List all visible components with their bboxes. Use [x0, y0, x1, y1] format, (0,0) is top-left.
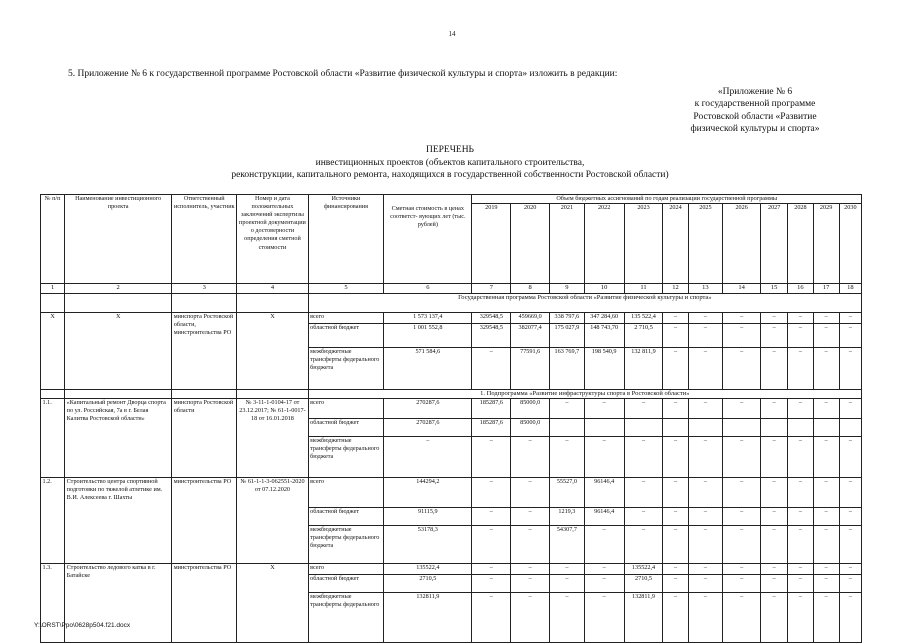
year-value: –: [688, 312, 723, 323]
year-value: –: [584, 398, 624, 418]
header-year: 2020: [511, 204, 550, 284]
year-value: –: [663, 574, 688, 592]
year-value: –: [688, 525, 723, 563]
year-value: [813, 418, 839, 436]
table-row: [41, 563, 862, 574]
year-value: 135 522,4: [624, 312, 663, 323]
year-value: –: [663, 398, 688, 418]
year-value: 329548,5: [472, 312, 511, 323]
year-value: [688, 418, 723, 436]
year-value: –: [584, 525, 624, 563]
header-year: 2024: [663, 204, 688, 284]
column-number: 12: [663, 284, 688, 294]
year-value: –: [584, 563, 624, 574]
year-value: –: [723, 477, 761, 507]
appendix-line: к государственной программе: [694, 99, 816, 110]
year-value: –: [723, 347, 761, 389]
year-value: –: [511, 563, 550, 574]
year-value: 54307,7: [550, 525, 585, 563]
header-responsible: Ответственный исполнитель, участник: [172, 195, 237, 284]
year-value: [624, 418, 663, 436]
year-value: 338 797,6: [550, 312, 585, 323]
header-row: [41, 195, 862, 204]
year-value: –: [550, 592, 585, 642]
year-value: –: [723, 436, 761, 477]
year-value: –: [688, 574, 723, 592]
estimated-cost: 2710,5: [384, 574, 472, 592]
year-value: –: [839, 574, 861, 592]
year-value: –: [511, 574, 550, 592]
year-value: –: [761, 525, 788, 563]
project-name: «Капитальный ремонт Дворца спорта по ул. Российская, 7а в г. Белая Калитва Ростовской области»: [65, 398, 172, 477]
year-value: –: [723, 525, 761, 563]
year-value: [663, 418, 688, 436]
header-num: № п/п: [41, 195, 65, 284]
funding-source: всего: [308, 563, 384, 574]
funding-source: областной бюджет: [308, 418, 384, 436]
year-value: –: [813, 592, 839, 642]
page-number: 14: [448, 30, 456, 38]
funding-source: всего: [308, 398, 384, 418]
year-value: –: [511, 436, 550, 477]
estimated-cost: 53178,3: [384, 525, 472, 563]
year-value: –: [624, 477, 663, 507]
estimated-cost: 135522,4: [384, 563, 472, 574]
expertise: № 3-11-1-0104-17 от 23.12.2017; № 61-1-0017-18 от 16.01.2018: [237, 398, 308, 477]
program-title: Государственная программа Ростовской области «Развитие физической культуры и спорта»: [308, 293, 861, 312]
year-value: –: [839, 347, 861, 389]
year-value: –: [723, 563, 761, 574]
column-number: 11: [624, 284, 663, 294]
table-row: [41, 312, 862, 323]
header-year: 2021: [550, 204, 585, 284]
year-value: –: [813, 477, 839, 507]
year-value: 459669,0: [511, 312, 550, 323]
year-value: –: [472, 507, 511, 525]
year-value: –: [839, 525, 861, 563]
column-number: 8: [511, 284, 550, 294]
title-line: ПЕРЕЧЕНЬ: [425, 145, 475, 155]
year-value: –: [761, 574, 788, 592]
year-value: –: [839, 312, 861, 323]
subprogram-title: 1. Подпрограмма «Развитие инфраструктуры спорта в Ростовской области»: [308, 389, 861, 398]
year-value: –: [511, 525, 550, 563]
responsible: минстроительства РО: [172, 563, 237, 642]
year-value: –: [472, 436, 511, 477]
header-year: 2030: [839, 204, 861, 284]
column-number: 4: [237, 284, 308, 294]
funding-source: всего: [308, 312, 384, 323]
header-year: 2019: [472, 204, 511, 284]
year-value: –: [788, 525, 813, 563]
estimated-cost: 270287,6: [384, 398, 472, 418]
year-value: –: [472, 592, 511, 642]
year-value: –: [788, 323, 813, 347]
intro-paragraph: 5. Приложение № 6 к государственной программе Ростовской области «Развитие физической культуры и спорта» изложить в редакции:: [68, 69, 618, 79]
year-value: –: [663, 507, 688, 525]
year-value: –: [813, 398, 839, 418]
year-value: –: [839, 323, 861, 347]
year-value: [550, 418, 585, 436]
expertise: X: [237, 563, 308, 642]
header-year: 2025: [688, 204, 723, 284]
year-value: –: [813, 507, 839, 525]
year-value: –: [788, 477, 813, 507]
column-number: 13: [688, 284, 723, 294]
column-number: 7: [472, 284, 511, 294]
year-value: –: [788, 592, 813, 642]
row-number: X: [41, 312, 65, 389]
column-number: 1: [41, 284, 65, 294]
year-value: –: [624, 525, 663, 563]
year-value: –: [761, 436, 788, 477]
year-value: –: [813, 525, 839, 563]
column-number: 17: [813, 284, 839, 294]
year-value: –: [624, 507, 663, 525]
year-value: [723, 418, 761, 436]
year-value: –: [813, 347, 839, 389]
year-value: –: [788, 398, 813, 418]
column-numbers-row: [41, 284, 862, 294]
year-value: –: [723, 323, 761, 347]
year-value: –: [663, 323, 688, 347]
year-value: –: [663, 525, 688, 563]
row-number: 1.1.: [41, 398, 65, 477]
column-number: 10: [584, 284, 624, 294]
year-value: 132811,9: [624, 592, 663, 642]
year-value: –: [550, 574, 585, 592]
year-value: –: [761, 592, 788, 642]
year-value: 85000,0: [511, 398, 550, 418]
year-value: –: [723, 507, 761, 525]
investment-projects-table: [40, 194, 862, 643]
table-row: [41, 398, 862, 418]
year-value: –: [839, 563, 861, 574]
year-value: –: [688, 323, 723, 347]
header-project-name: Наименование инвестиционного проекта: [65, 195, 172, 284]
year-value: –: [663, 312, 688, 323]
row-number: 1.2.: [41, 477, 65, 563]
year-value: –: [723, 398, 761, 418]
year-value: –: [723, 592, 761, 642]
column-number: 6: [384, 284, 472, 294]
expertise: X: [237, 312, 308, 389]
appendix-line: Ростовской области «Развитие: [693, 111, 817, 122]
subprogram-row: [41, 389, 862, 398]
year-value: –: [472, 477, 511, 507]
year-value: –: [788, 574, 813, 592]
estimated-cost: 1 573 137,4: [384, 312, 472, 323]
year-value: –: [813, 436, 839, 477]
header-budget-volume: Объем бюджетных ассигнований по годам реализации государственной программы: [472, 195, 862, 204]
estimated-cost: 91115,9: [384, 507, 472, 525]
year-value: –: [839, 507, 861, 525]
year-value: –: [663, 563, 688, 574]
year-value: –: [839, 436, 861, 477]
year-value: –: [663, 436, 688, 477]
column-number: 9: [550, 284, 585, 294]
year-value: 185287,6: [472, 398, 511, 418]
year-value: 185287,6: [472, 418, 511, 436]
year-value: 163 769,7: [550, 347, 585, 389]
year-value: [761, 418, 788, 436]
header-funding-source: Источники финансирования: [308, 195, 384, 284]
estimated-cost: 270287,6: [384, 418, 472, 436]
funding-source: областной бюджет: [308, 507, 384, 525]
year-value: –: [663, 477, 688, 507]
year-value: –: [788, 507, 813, 525]
year-value: –: [688, 563, 723, 574]
year-value: –: [788, 347, 813, 389]
year-value: –: [813, 574, 839, 592]
year-value: 85000,0: [511, 418, 550, 436]
project-name: X: [65, 312, 172, 389]
year-value: –: [788, 312, 813, 323]
column-number: 18: [839, 284, 861, 294]
year-value: 96146,4: [584, 507, 624, 525]
table-row: [41, 477, 862, 507]
year-value: –: [511, 507, 550, 525]
year-value: –: [584, 436, 624, 477]
year-value: [788, 418, 813, 436]
header-year: 2026: [723, 204, 761, 284]
year-value: 2710,5: [624, 574, 663, 592]
title-line: реконструкции, капитального ремонта, находящихся в государственной собственности Ростовской области): [231, 170, 669, 180]
year-value: 2 710,5: [624, 323, 663, 347]
year-value: –: [688, 477, 723, 507]
header-estimated-cost: Сметная стоимость в ценах соответст- вующих лет (тыс. рублей): [384, 195, 472, 284]
year-value: –: [624, 436, 663, 477]
title-line: инвестиционных проектов (объектов капитального строительства,: [315, 157, 585, 168]
header-year: 2028: [788, 204, 813, 284]
year-value: 77591,6: [511, 347, 550, 389]
estimated-cost: 132811,9: [384, 592, 472, 642]
estimated-cost: 571 584,6: [384, 347, 472, 389]
header-year: 2023: [624, 204, 663, 284]
project-name: Строительство центра спортивной подготовки по тяжелой атлетике им. В.И. Алексеева г. Шахты: [65, 477, 172, 563]
column-number: 14: [723, 284, 761, 294]
project-name: Строительство ледового катка в г. Батайске: [65, 563, 172, 642]
year-value: 135522,4: [624, 563, 663, 574]
year-value: –: [663, 347, 688, 389]
year-value: –: [550, 436, 585, 477]
year-value: 329548,5: [472, 323, 511, 347]
year-value: –: [511, 477, 550, 507]
year-value: –: [584, 574, 624, 592]
appendix-line: физической культуры и спорта»: [690, 124, 820, 135]
expertise: № 61-1-1-3-062551-2020 от 07.12.2020: [237, 477, 308, 563]
row-number: 1.3.: [41, 563, 65, 642]
year-value: 175 027,9: [550, 323, 585, 347]
year-value: –: [813, 312, 839, 323]
year-value: –: [550, 563, 585, 574]
year-value: [584, 418, 624, 436]
header-year: 2022: [584, 204, 624, 284]
year-value: –: [663, 592, 688, 642]
column-number: 3: [172, 284, 237, 294]
estimated-cost: –: [384, 436, 472, 477]
year-value: [839, 418, 861, 436]
year-value: –: [761, 477, 788, 507]
year-value: –: [723, 312, 761, 323]
year-value: 132 811,9: [624, 347, 663, 389]
year-value: –: [472, 347, 511, 389]
year-value: –: [550, 398, 585, 418]
year-value: –: [584, 592, 624, 642]
year-value: –: [723, 574, 761, 592]
year-value: 96146,4: [584, 477, 624, 507]
funding-source: областной бюджет: [308, 323, 384, 347]
year-value: –: [472, 563, 511, 574]
column-number: 15: [761, 284, 788, 294]
appendix-line: «Приложение № 6: [717, 87, 793, 97]
year-value: –: [761, 398, 788, 418]
year-value: 55527,0: [550, 477, 585, 507]
year-value: –: [511, 592, 550, 642]
file-path-footer: Y:\ORST\Ppo\0628p504.f21.docx: [34, 622, 131, 629]
year-value: –: [788, 563, 813, 574]
header-year: 2029: [813, 204, 839, 284]
appendix-heading: [660, 86, 850, 136]
year-value: 1219,3: [550, 507, 585, 525]
responsible: минстроительства РО: [172, 477, 237, 563]
program-row: [41, 293, 862, 312]
year-value: –: [839, 477, 861, 507]
year-value: –: [761, 507, 788, 525]
estimated-cost: 1 001 552,8: [384, 323, 472, 347]
year-value: –: [688, 398, 723, 418]
estimated-cost: 144294,2: [384, 477, 472, 507]
year-value: –: [761, 347, 788, 389]
funding-source: межбюджетные трансферты федерального бюджета: [308, 436, 384, 477]
funding-source: межбюджетные трансферты федерального: [308, 592, 384, 642]
year-value: –: [472, 525, 511, 563]
document-title: [150, 144, 750, 182]
year-value: –: [472, 574, 511, 592]
year-value: –: [761, 312, 788, 323]
column-number: 2: [65, 284, 172, 294]
column-number: 5: [308, 284, 384, 294]
year-value: –: [761, 323, 788, 347]
year-value: –: [813, 323, 839, 347]
year-value: 198 540,9: [584, 347, 624, 389]
year-value: –: [688, 507, 723, 525]
responsible: минспорта Ростовской области, минстроительства РО: [172, 312, 237, 389]
year-value: –: [839, 592, 861, 642]
year-value: 382077,4: [511, 323, 550, 347]
year-value: 148 743,70: [584, 323, 624, 347]
year-value: 347 284,60: [584, 312, 624, 323]
responsible: минспорта Ростовской области: [172, 398, 237, 477]
year-value: –: [788, 436, 813, 477]
column-number: 16: [788, 284, 813, 294]
year-value: –: [761, 563, 788, 574]
year-value: –: [624, 398, 663, 418]
funding-source: межбюджетные трансферты федерального бюджета: [308, 525, 384, 563]
header-year: 2027: [761, 204, 788, 284]
year-value: –: [839, 398, 861, 418]
header-expertise: Номер и дата положительных заключений экспертизы проектной документации о достоверности определения сметной стоимости: [237, 195, 308, 284]
year-value: –: [688, 347, 723, 389]
year-value: –: [688, 436, 723, 477]
funding-source: всего: [308, 477, 384, 507]
funding-source: областной бюджет: [308, 574, 384, 592]
year-value: –: [813, 563, 839, 574]
funding-source: межбюджетные трансферты федерального бюджета: [308, 347, 384, 389]
year-value: –: [688, 592, 723, 642]
